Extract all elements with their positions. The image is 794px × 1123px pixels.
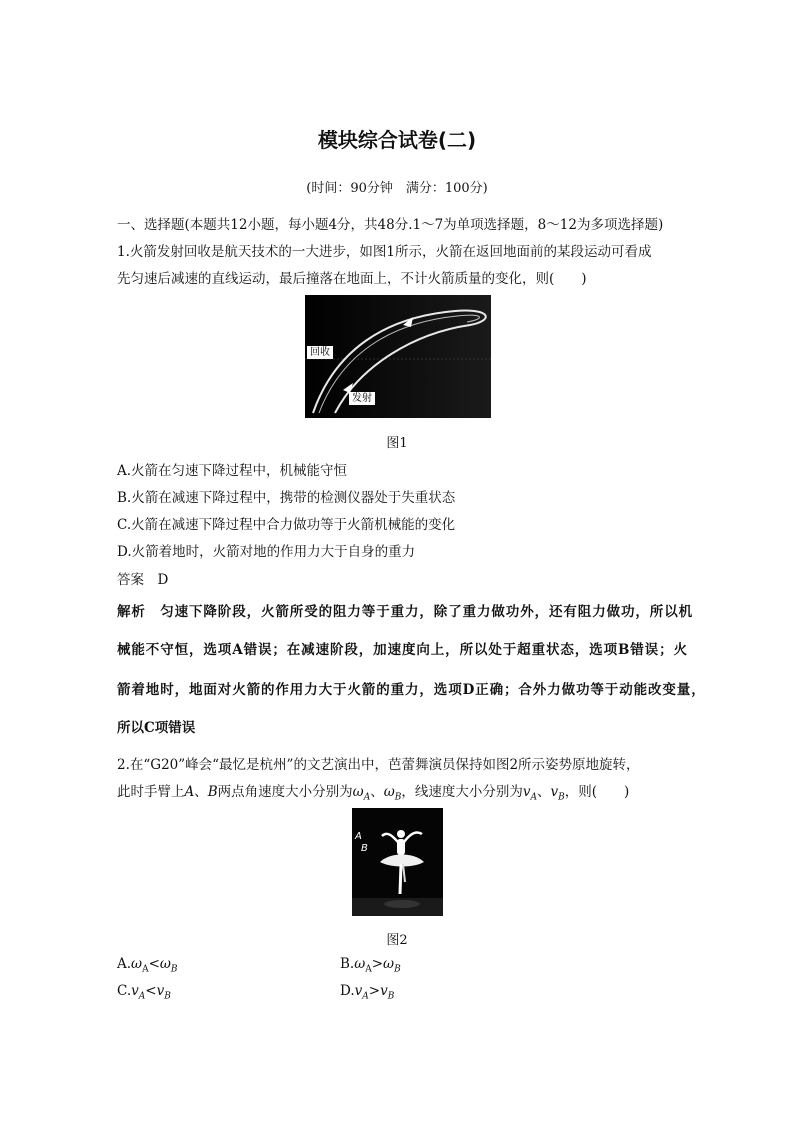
q1-analysis-line2: 械能不守恒，选项A错误；在减速阶段，加速度向上，所以处于超重状态，选项B错误；火: [117, 642, 688, 658]
q1-stem-line1: 1.火箭发射回收是航天技术的一大进步，如图1所示，火箭在返回地面前的某段运动可看成: [117, 244, 652, 260]
q2-stem-line1: 2.在“G20”峰会“最忆是杭州”的文艺演出中，芭蕾舞演员保持如图2所示姿势原地旋转，: [117, 757, 640, 773]
q1-analysis-line1: 解析 匀速下降阶段，火箭所受的阻力等于重力，除了重力做功外，还有阻力做功，所以机: [117, 604, 693, 620]
figure-1-rocket-trajectory: [305, 295, 491, 418]
q2-option-d: $D.v_A>v_B$: [340, 983, 395, 1002]
q2-option-c: $C.v_A<v_B$: [117, 983, 171, 1002]
exam-info: (时间：90分钟 满分：100分): [306, 181, 488, 196]
q1-answer: 答案 D: [117, 572, 169, 588]
figure-1-caption: 图1: [386, 436, 408, 451]
q1-option-b: B.火箭在减速下降过程中，携带的检测仪器处于失重状态: [117, 490, 456, 506]
q2-stem-line2: 此时手臂上A、B两点角速度大小分别为$\omega_A$、$\omega_B$，线速度大小分别为$v_A$、$v_B$，则( ): [117, 784, 630, 803]
ballerina-image: [352, 808, 443, 916]
q1-analysis-line3: 箭着地时，地面对火箭的作用力大于火箭的重力，选项D正确；合外力做功等于动能改变量，: [117, 682, 706, 698]
figure-2-caption: 图2: [386, 933, 408, 948]
page-title: 模块综合试卷(二): [317, 128, 477, 152]
q1-stem-line2: 先匀速后减速的直线运动，最后撞落在地面上，不计火箭质量的变化，则( ): [117, 271, 587, 287]
point-a-label: A: [355, 831, 362, 842]
label-recover: 回收: [307, 346, 333, 359]
q1-option-a: A.火箭在匀速下降过程中，机械能守恒: [117, 463, 348, 479]
q2-option-a: $A.\omega_A<\omega_B$: [117, 956, 178, 975]
q1-option-c: C.火箭在减速下降过程中合力做功等于火箭机械能的变化: [117, 517, 456, 533]
q1-option-d: D.火箭着地时，火箭对地的作用力大于自身的重力: [117, 544, 416, 560]
q1-analysis-line4: 所以C项错误: [117, 720, 196, 736]
section-header: 一、选择题(本题共12小题，每小题4分，共48分.1～7为单项选择题，8～12为多项选择题): [117, 217, 664, 233]
point-b-label: B: [361, 843, 368, 854]
q2-option-b: $B.\omega_A>\omega_B$: [340, 956, 401, 975]
figure-2-ballerina: [352, 808, 443, 916]
label-launch: 发射: [349, 392, 375, 405]
